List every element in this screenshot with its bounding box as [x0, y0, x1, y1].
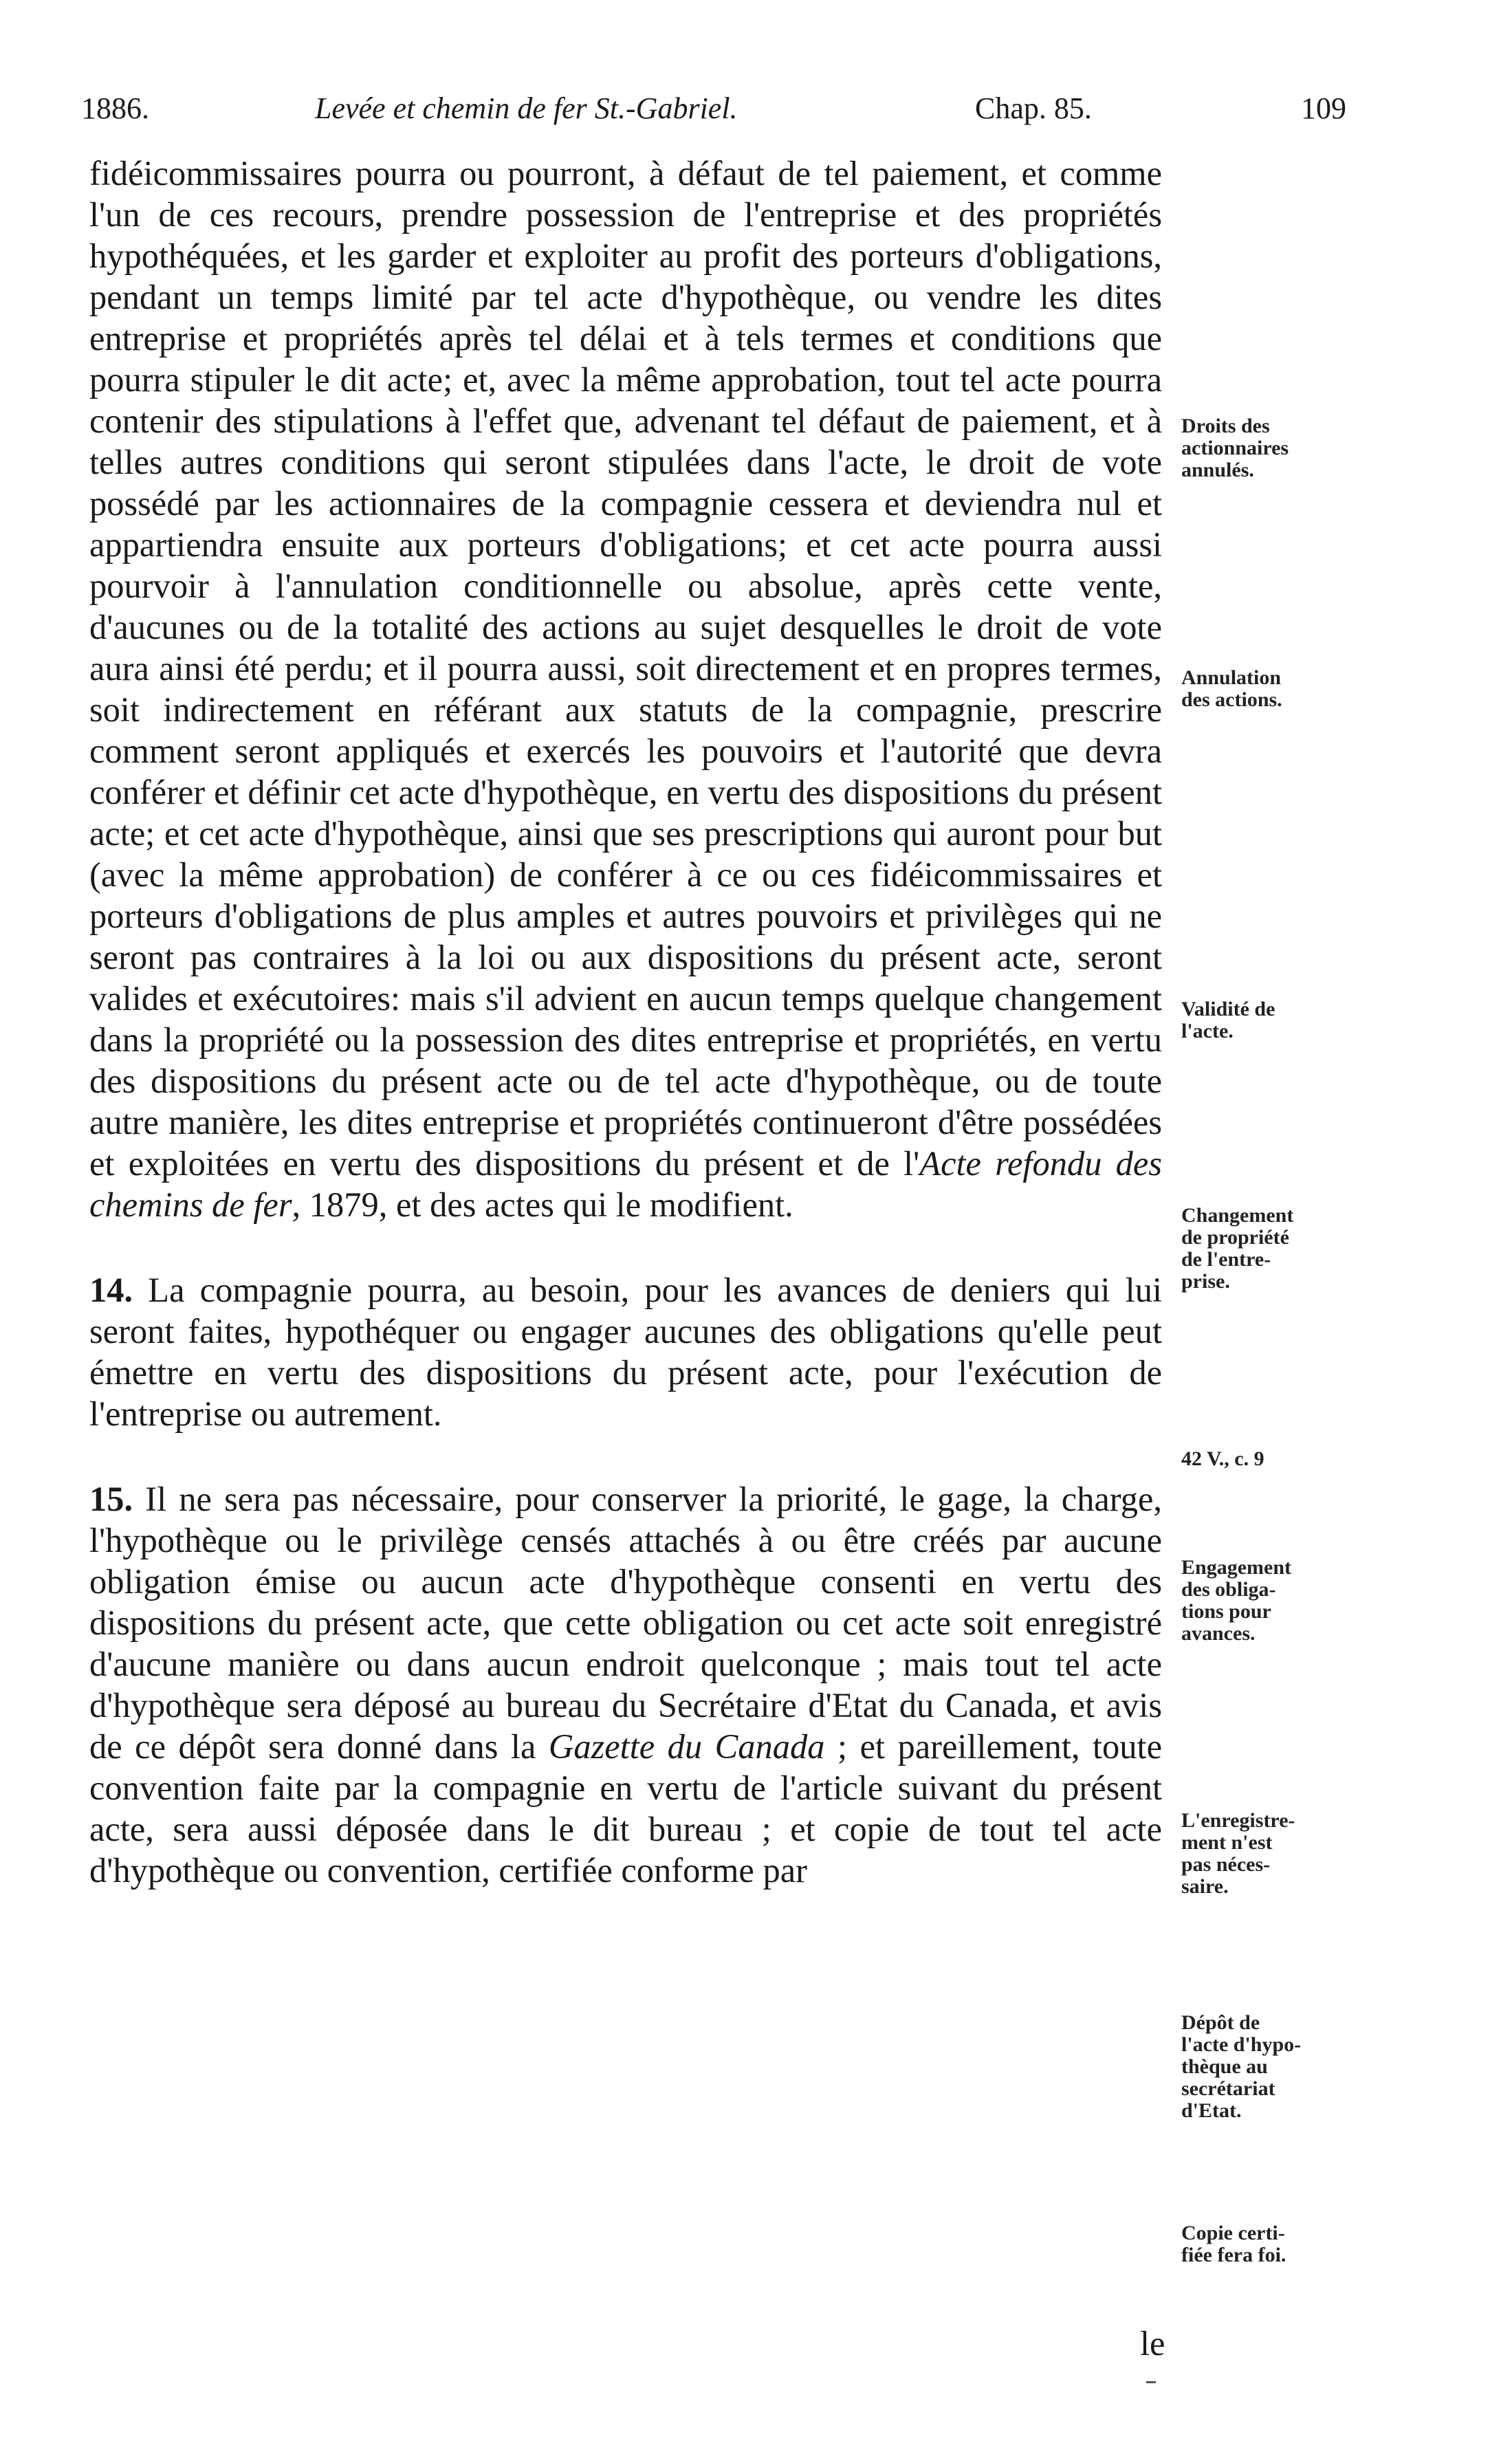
section-text: La compagnie pourra, au besoin, pour les avances de deniers qui lui seront faites, hypothéquer ou engager aucunes des obligations qu'elle peut émettre en vertu des dispositions du présent acte, pour l'exécution de l'entreprise ou autrement.	[89, 1271, 1162, 1433]
section-text: Il ne sera pas nécessaire, pour conserver la priorité, le gage, la charge, l'hypothèque ou le privilège censés attachés à ou être créés par aucune obligation émise ou aucun acte d'hypothèque consenti en vertu des dispositions du présent acte, que cette obligation ou cet acte soit enregistré d'aucune manière ou dans aucun endroit quelconque ; mais tout tel acte d'hypothèque sera déposé au bureau du Secrétaire d'Etat du Canada, et avis de ce dépôt sera donné dans la	[89, 1480, 1162, 1766]
margin-note-droits: Droits des actionnaires annulés.	[1181, 415, 1289, 481]
main-text	[89, 153, 1162, 1891]
margin-note-enregistrement: L'enregistre- ment n'est pas néces- saire.	[1181, 1809, 1295, 1898]
section-number: 15.	[89, 1480, 133, 1518]
italic-gazette: Gazette du Canada	[548, 1727, 825, 1766]
paragraph-continuation	[89, 153, 1162, 1225]
section-tail: ; et pareillement, toute convention faite par la compagnie en vertu de l'article suivant du présent acte, sera aussi déposée dans le dit bureau ; et copie de tout tel acte d'hypothèque ou convention, certifiée conforme par	[89, 1727, 1162, 1890]
header-year: 1886.	[81, 91, 149, 125]
section-14	[89, 1269, 1162, 1434]
margin-note-engagement: Engagement des obliga- tions pour avances.	[1181, 1556, 1291, 1645]
margin-note-statute-ref: 42 V., c. 9	[1181, 1447, 1264, 1470]
margin-note-depot: Dépôt de l'acte d'hypo- thèque au secrétariat d'Etat.	[1181, 2011, 1302, 2122]
catchword: le	[1140, 2324, 1165, 2363]
margin-note-validite: Validité de l'acte.	[1181, 998, 1275, 1042]
paragraph-text: fidéicommissaires pourra ou pourront, à défaut de tel paiement, et comme l'un de ces recours, prendre possession de l'entreprise et des propriétés hypothéquées, et les garder et exploiter au profit des porteurs d'obligations, pendant un temps limité par tel acte d'hypothèque, ou vendre les dites entreprise et propriétés après tel délai et à tels termes et conditions que pourra stipuler le dit acte; et, avec la même approbation, tout tel acte pourra contenir des stipulations à l'effet que, advenant tel défaut de paiement, et à telles autres conditions qui seront stipulées dans l'acte, le droit de vote possédé par les actionnaires de la compagnie cessera et deviendra nul et appartiendra ensuite aux porteurs d'obligations; et cet acte pourra aussi pourvoir à l'annulation conditionnelle ou absolue, après cette vente, d'aucunes ou de la totalité des actions au sujet desquelles le droit de vote aura ainsi été perdu; et il pourra aussi, soit directement et en propres termes, soit indirectement en référant aux statuts de la compagnie, prescrire comment seront appliqués et exercés les pouvoirs et l'autorité que devra conférer et définir cet acte d'hypothèque, en vertu des dispositions du présent acte; et cet acte d'hypothèque, ainsi que ses prescriptions qui auront pour but (avec la même approbation) de conférer à ce ou ces fidéicommissaires et porteurs d'obligations de plus amples et autres pouvoirs et privilèges qui ne seront pas contraires à la loi ou aux dispositions du présent acte, seront valides et exécutoires: mais s'il advient en aucun temps quelque changement dans la propriété ou la possession des dites entreprise et propriétés, en vertu des dispositions du présent acte ou de tel acte d'hypothèque, ou de toute autre manière, les dites entreprise et propriétés continueront d'être possédées et exploitées en vertu des dispositions du présent et de l'	[89, 154, 1162, 1183]
italic-act-title: Acte refondu des chemins de fer	[89, 1144, 1162, 1224]
section-15	[89, 1478, 1162, 1891]
header-chapter: Chap. 85.	[975, 91, 1092, 125]
margin-note-annulation: Annulation des actions.	[1181, 666, 1282, 711]
margin-note-copie: Copie certi- fiée fera foi.	[1181, 2222, 1286, 2266]
running-header	[81, 81, 1346, 136]
page-number: 109	[1301, 91, 1346, 125]
paragraph-tail: , 1879, et des actes qui le modifient.	[292, 1185, 793, 1224]
section-number: 14.	[89, 1271, 133, 1309]
printer-mark	[1146, 2381, 1156, 2383]
margin-note-changement: Changement de propriété de l'entre- prise.	[1181, 1204, 1294, 1293]
header-title: Levée et chemin de fer St.-Gabriel.	[315, 91, 738, 125]
